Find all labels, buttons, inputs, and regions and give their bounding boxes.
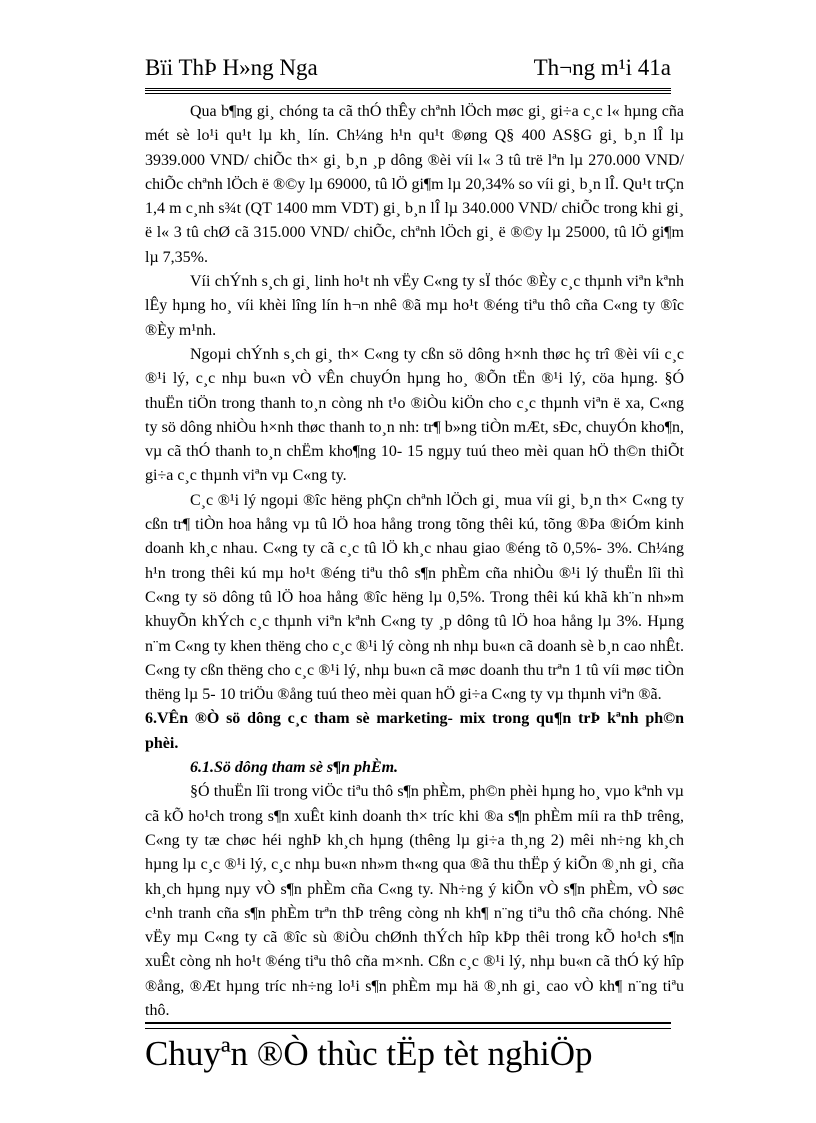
body-paragraph: Ngoµi chÝnh s¸ch gi¸ th× C«ng ty cßn sö dông h×nh thøc hç trî ®èi víi c¸c ®¹i lý, c¸c nhµ bu«n vÒ vÊn chuyÓn hµng ho¸ ®Õn tËn ®¹i lý, cöa hµng. §Ó thuËn tiÖn trong thanh to¸n còng nh t¹o ®iÒu kiÖn cho c¸c thµnh viªn ë xa, C«ng ty sö dông nhiÒu h×nh thøc thanh to¸n nh: tr¶ b»ng tiÒn mÆt, sÐc, chuyÓn kho¶n, vµ cã thÓ thanh to¸n chËm kho¶ng 10- 15 ngµy tuú theo mèi quan hÖ th©n thiÕt gi÷a c¸c thµnh viªn vµ C«ng ty. xyxy=(145,345,684,485)
page-footer: Chuyªn ®Ò thùc tËp tèt nghiÖp xyxy=(145,1034,593,1073)
body-paragraph: Víi chÝnh s¸ch gi¸ linh ho¹t nh vËy C«ng ty sÏ thóc ®Èy c¸c thµnh viªn kªnh lÊy hµng ho¸ víi khèi lîng lín h¬n nhê ®ã mµ ho¹t ®éng tiªu thô cña C«ng ty ®îc ®Èy m¹nh. xyxy=(145,273,684,339)
section-heading: 6.VÊn ®Ò sö dông c¸c tham sè marketing- mix trong qu¶n trÞ kªnh ph©n phèi. xyxy=(145,710,684,752)
page-content xyxy=(145,100,684,1019)
body-paragraph: C¸c ®¹i lý ngoµi ®îc hëng phÇn chªnh lÖch gi¸ mua víi gi¸ b¸n th× C«ng ty cßn tr¶ tiÒn hoa hång vµ tû lÖ hoa hång trong tõng thêi kú, tõng ®Þa ®iÓm kinh doanh kh¸c nhau. C«ng ty cã c¸c tû lÖ kh¸c nhau giao ®éng tõ 0,5%- 3%. Ch¼ng h¹n trong thêi kú mµ ho¹t ®éng tiªu thô s¶n phÈm cña nhiÒu ®¹i lý thuËn lîi thì C«ng ty sö dông tû lÖ hoa hång ®îc hëng lµ 0,5%. Trong thêi kú khã kh¨n nh»m khuyÕn khÝch c¸c thµnh viªn kªnh C«ng ty ¸p dông tû lÖ hoa hång lµ 3%. Hµng n¨m C«ng ty khen thëng cho c¸c ®¹i lý còng nh nhµ bu«n cã doanh sè b¸n cao nhÊt. C«ng ty cßn thëng cho c¸c ®¹i lý, nhµ bu«n cã møc doanh thu trªn 1 tû víi møc tiÒn thëng lµ 5- 10 triÖu ®ång tuú theo mèi quan hÖ gi÷a C«ng ty vµ thµnh viªn ®ã. xyxy=(145,491,684,704)
header-class: Th¬ng m¹i 41a xyxy=(533,55,671,80)
subsection-heading: 6.1.Sö dông tham sè s¶n phÈm. xyxy=(190,759,399,777)
header-author: Bïi ThÞ H»ng Nga xyxy=(145,55,318,80)
body-paragraph: §Ó thuËn lîi trong viÖc tiªu thô s¶n phÈm, ph©n phèi hµng ho¸ vµo kªnh vµ cã kÕ ho¹ch trong s¶n xuÊt kinh doanh th× tríc khi ®a s¶n phÈm míi ra thÞ trêng, C«ng ty tæ chøc héi nghÞ kh¸ch hµng (thêng lµ gi÷a th¸ng 2) mêi nh÷ng kh¸ch hµng lµ c¸c ®¹i lý, c¸c nhµ bu«n nh»m th«ng qua ®ã thu thËp ý kiÕn ®¸nh gi¸ cña kh¸ch hµng nµy vÒ s¶n phÈm cña C«ng ty. Nh÷ng ý kiÕn vÒ s¶n phÈm, vÒ søc c¹nh tranh cña s¶n phÈm trªn thÞ trêng còng nh kh¶ n¨ng tiªu thô cña chóng. Nhê vËy mµ C«ng ty cã ®îc sù ®iÒu chØnh thÝch hîp kÞp thêi trong kÕ ho¹ch s¶n xuÊt còng nh ho¹t ®éng tiªu thô cña m×nh. Cßn c¸c ®¹i lý, nhµ bu«n cã thÓ ký hîp ®ång, ®Æt hµng tríc nh÷ng lo¹i s¶n phÈm mµ hä ®¸nh gi¸ cao vÒ kh¶ n¨ng tiªu thô. xyxy=(145,783,684,1019)
page-header xyxy=(145,50,671,86)
header-rule xyxy=(145,88,671,94)
body-paragraph: Qua b¶ng gi¸ chóng ta cã thÓ thÊy chªnh lÖch møc gi¸ gi÷a c¸c l« hµng cña mét sè lo¹i qu¹t lµ kh¸ lín. Ch¼ng h¹n qu¹t ®øng Q§ 400 AS§G gi¸ b¸n lÎ lµ 3939.000 VND/ chiÕc th× gi¸ b¸n ¸p dông ®èi víi l« 3 tû trë lªn lµ 270.000 VND/ chiÕc chªnh lÖch ë ®©y lµ 69000, tû lÖ gi¶m lµ 20,34% so víi gi¸ b¸n lÎ. Qu¹t trÇn 1,4 m c¸nh s¾t (QT 1400 mm VDT) gi¸ b¸n lÎ lµ 340.000 VND/ chiÕc trong khi gi¸ ë l« 3 tû chØ cã 315.000 VND/ chiÕc, chªnh lÖch gi¸ ë ®©y lµ 25000, tû lÖ gi¶m lµ 7,35%. xyxy=(145,103,684,266)
